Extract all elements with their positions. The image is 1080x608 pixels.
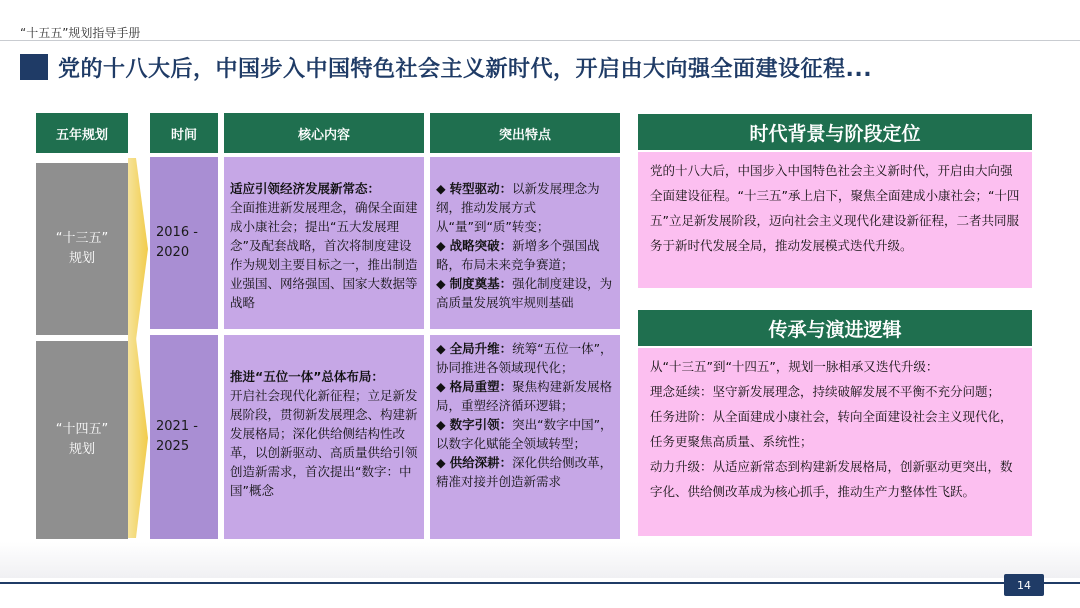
core-13th [224, 157, 424, 329]
feature-text: 新增多个强国战略，布局未来竞争赛道； [436, 238, 600, 272]
feature-item: ◆ 制度奠基：强化制度建设，为高质量发展筑牢规则基础 [436, 276, 613, 310]
feature-label: 制度奠基： [449, 276, 513, 291]
header-divider [0, 40, 1080, 41]
feature-item: ◆ 供给深耕：深化供给侧改革，精准对接并创造新需求 [436, 455, 613, 489]
core-text: 开启社会现代化新征程；立足新发展阶段，贯彻新发展理念、构建新发展格局；深化供给侧结构性改革，以创新驱动、高质量供给引领创造新需求，首次提出“数字：中国”概念 [230, 388, 418, 498]
reflection-shadow [0, 542, 1080, 578]
logic-line: 动力升级：从适应新常态到构建新发展格局，创新驱动更突出，数字化、供给侧改革成为核心抓手，推动生产力整体性飞跃。 [650, 459, 1013, 499]
feature-item: ◆ 格局重塑：聚焦构建新发展格局，重塑经济循环逻辑； [436, 379, 613, 413]
core-text: 全面推进新发展理念，确保全面建成小康社会；提出“五大发展理念”及配套战略，首次将制度建设作为规划主要目标之一，推出制造业强国、网络强国、国家大数据等战略 [230, 200, 418, 310]
row-arrow [128, 338, 148, 538]
time-13th: 2016 - 2020 [150, 157, 218, 329]
core-title: 适应引领经济发展新常态： [230, 181, 381, 196]
core-title: 推进“五位一体”总体布局： [230, 369, 384, 384]
feature-text: 深化供给侧改革，精准对接并创造新需求 [436, 455, 613, 489]
feature-label: 供给深耕： [449, 455, 513, 470]
title-marker [20, 54, 48, 80]
logic-line: 任务进阶：从全面建成小康社会，转向全面建设社会主义现代化，任务更聚焦高质量、系统性； [650, 409, 1013, 449]
feature-label: 转型驱动： [449, 181, 513, 196]
feature-text: 强化制度建设，为高质量发展筑牢规则基础 [436, 276, 613, 310]
feature-label: 战略突破： [449, 238, 513, 253]
feature-text: 以新发展理念为纲，推动发展方式从“量”到“质”转变； [436, 181, 600, 234]
document-header [0, 24, 140, 41]
feature-text: 统筹“五位一体”，协同推进各领域现代化； [436, 341, 613, 375]
core-14th [224, 335, 424, 539]
feature-label: 全局升维： [449, 341, 513, 356]
logic-panel-body [638, 348, 1032, 536]
header-plan: 五年规划 [36, 113, 128, 153]
feature-item: ◆ 全局升维：统筹“五位一体”，协同推进各领域现代化； [436, 341, 613, 375]
features-13th [430, 157, 620, 329]
plan-14th: “十四五” 规划 [36, 341, 128, 539]
row-arrow [128, 158, 148, 340]
header-core: 核心内容 [224, 113, 424, 153]
logic-panel-title: 传承与演进逻辑 [638, 310, 1032, 346]
slide-title: 党的十八大后，中国步入中国特色社会主义新时代，开启由大向强全面建设征程... [58, 57, 873, 82]
footer-bar [0, 582, 1080, 584]
logic-line: 理念延续：坚守新发展理念，持续破解发展不平衡不充分问题； [650, 384, 1001, 399]
header-features: 突出特点 [430, 113, 620, 153]
header-time: 时间 [150, 113, 218, 153]
feature-text: 突出“数字中国”，以数字化赋能全领域转型； [436, 417, 613, 451]
background-panel-text: 党的十八大后，中国步入中国特色社会主义新时代，开启由大向强全面建设征程。“十三五”承上启下，聚焦全面建成小康社会；“十四五”立足新发展阶段，迈向社会主义现代化建设新征程，二者共同服务于新时代发展全局，推动发展模式迭代升级。 [638, 152, 1032, 288]
feature-text: 聚焦构建新发展格局，重塑经济循环逻辑； [436, 379, 613, 413]
feature-label: 格局重塑： [449, 379, 513, 394]
time-14th: 2021 - 2025 [150, 335, 218, 539]
feature-label: 数字引领： [449, 417, 513, 432]
doc-title: “十五五”规划指导手册 [20, 26, 141, 40]
logic-line: 从“十三五”到“十四五”，规划一脉相承又迭代升级： [650, 359, 939, 374]
page-number: 14 [1004, 574, 1044, 596]
feature-item: ◆ 转型驱动：以新发展理念为纲，推动发展方式从“量”到“质”转变； [436, 181, 600, 234]
plan-13th: “十三五” 规划 [36, 163, 128, 335]
feature-item: ◆ 数字引领：突出“数字中国”，以数字化赋能全领域转型； [436, 417, 613, 451]
features-14th [430, 335, 620, 539]
feature-item: ◆ 战略突破：新增多个强国战略，布局未来竞争赛道； [436, 238, 600, 272]
background-panel-title: 时代背景与阶段定位 [638, 114, 1032, 150]
